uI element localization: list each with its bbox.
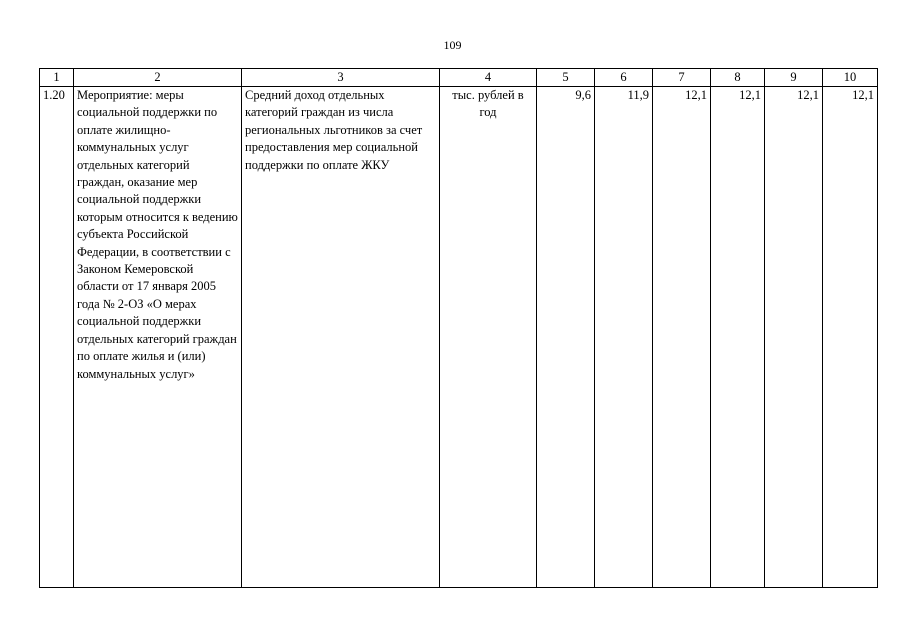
value-cell-9: 12,1 (765, 87, 823, 588)
value-cell-10: 12,1 (823, 87, 878, 588)
value-cell-7: 12,1 (653, 87, 711, 588)
column-header-1: 1 (40, 69, 74, 87)
column-header-3: 3 (242, 69, 440, 87)
value-cell-5: 9,6 (537, 87, 595, 588)
value-cell-6: 11,9 (595, 87, 653, 588)
unit-text: тыс. рублей в год (452, 88, 524, 120)
indicator-name-cell: Средний доход отдельных категорий граждан из числа региональных льготников за счет предоставления мер социальной поддержки по оплате ЖКУ (242, 87, 440, 588)
value-cell-8: 12,1 (711, 87, 765, 588)
column-header-6: 6 (595, 69, 653, 87)
column-header-4: 4 (440, 69, 537, 87)
event-description-cell: Мероприятие: меры социальной поддержки по оплате жилищно-коммунальных услуг отдельных категорий граждан, оказание мер социальной поддержки которым относится к ведению субъекта Российской Федерации, в соответствии с Законом Кемеровской области от 17 января 2005 года № 2-ОЗ «О мерах социальной поддержки отдельных категорий граждан по оплате жилья и (или) коммунальных услуг» (74, 87, 242, 588)
column-header-5: 5 (537, 69, 595, 87)
column-header-2: 2 (74, 69, 242, 87)
indicator-table (39, 68, 878, 588)
table-row (40, 87, 878, 588)
column-header-7: 7 (653, 69, 711, 87)
column-header-8: 8 (711, 69, 765, 87)
row-number-cell: 1.20 (40, 87, 74, 588)
page-number: 109 (443, 38, 462, 52)
column-header-10: 10 (823, 69, 878, 87)
unit-cell (440, 87, 537, 588)
column-header-9: 9 (765, 69, 823, 87)
header-row (40, 69, 878, 87)
